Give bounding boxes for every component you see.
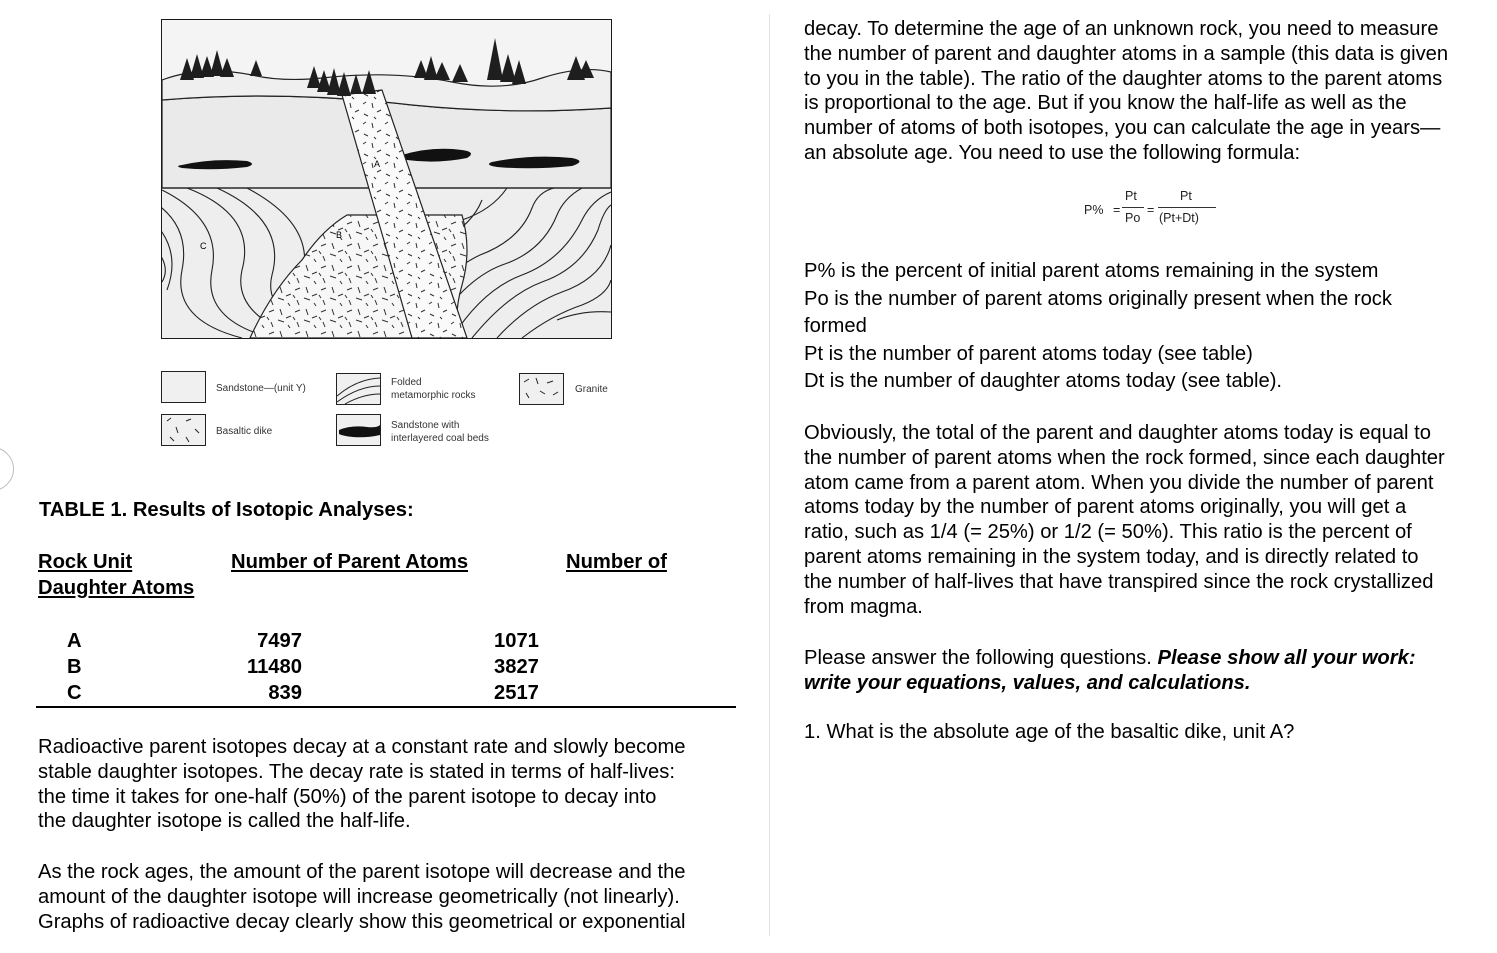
instructions-line1 <box>804 646 1494 671</box>
cell-parent: 7497 <box>257 630 302 652</box>
table-bottom-rule <box>36 706 736 708</box>
formula-f2-den: (Pt+Dt) <box>1159 211 1199 225</box>
text-line: parent atoms remaining in the system today, and is directly related to <box>804 545 1419 568</box>
legend-folded-line1: Folded <box>391 377 422 388</box>
text-line: atom came from a parent atom. When you divide the number of parent <box>804 471 1434 494</box>
cell-daughter: 3827 <box>494 656 539 678</box>
legend-basaltic-swatch <box>161 414 206 446</box>
question-1: 1. What is the absolute age of the basaltic dike, unit A? <box>804 721 1295 743</box>
cross-section-drawing <box>162 20 611 338</box>
header-rock-unit: Rock Unit <box>38 551 133 573</box>
text-line: the number of half-lives that have transpired since the rock crystallized <box>804 570 1434 593</box>
header-daughter-line1: Number of <box>566 551 667 573</box>
column-divider <box>769 14 770 936</box>
definition-po-cont: formed <box>804 315 867 337</box>
text-line: the time it takes for one-half (50%) of the parent isotope to decay into <box>38 785 657 808</box>
formula-f1-num: Pt <box>1125 189 1137 203</box>
text-line: the number of parent and daughter atoms in a sample (this data is given <box>804 42 1449 65</box>
instructions-bold-1: Please show all your work: <box>1157 647 1416 669</box>
text-line: number of atoms of both isotopes, you can calculate the age in years— <box>804 117 1441 140</box>
legend-basaltic-label: Basaltic dike <box>216 426 273 437</box>
cell-parent: 11480 <box>246 656 302 678</box>
text-line: As the rock ages, the amount of the parent isotope will decrease and the <box>38 861 686 883</box>
legend-granite-swatch <box>519 373 564 405</box>
text-line: decay. To determine the age of an unknown rock, you need to measure <box>804 18 1439 40</box>
granite-swatch-drawing <box>520 374 563 404</box>
text-line: is proportional to the age. But if you know the half-life as well as the <box>804 92 1407 115</box>
formula-lhs: P% <box>1084 203 1104 217</box>
text-line: Radioactive parent isotopes decay at a constant rate and slowly become <box>38 736 686 758</box>
legend-coal-label <box>391 420 489 445</box>
text-line: an absolute age. You need to use the following formula: <box>804 141 1301 164</box>
text-line: stable daughter isotopes. The decay rate is stated in terms of half-lives: <box>38 760 675 783</box>
label-unit-b: B <box>336 230 343 240</box>
coal-swatch-drawing <box>337 415 380 445</box>
legend-folded-label <box>391 377 475 402</box>
geologic-cross-section <box>161 19 612 339</box>
legend-coal-line1: Sandstone with <box>391 420 460 431</box>
instructions <box>804 646 1494 696</box>
text-line: the daughter isotope is called the half-life. <box>38 810 411 833</box>
folded-swatch-drawing <box>337 374 380 404</box>
cell-daughter: 1071 <box>494 630 539 652</box>
instructions-line2 <box>804 671 1494 696</box>
text-line: amount of the daughter isotope will increase geometrically (not linearly). <box>38 885 680 908</box>
legend-sandstone-label: Sandstone—(unit Y) <box>216 383 306 394</box>
definition-dt: Dt is the number of daughter atoms today (see table). <box>804 370 1283 392</box>
basaltic-swatch-drawing <box>162 415 205 445</box>
text-line: from magma. <box>804 595 923 618</box>
header-parent-atoms: Number of Parent Atoms <box>231 551 469 573</box>
definition-p-percent: P% is the percent of initial parent atoms remaining in the system <box>804 260 1379 282</box>
instructions-plain: Please answer the following questions. <box>804 647 1158 669</box>
formula-f1-bar <box>1122 207 1144 208</box>
cell-daughter: 2517 <box>494 682 539 704</box>
formula-eq-2: = <box>1147 203 1155 217</box>
formula-eq-1: = <box>1113 203 1121 217</box>
paragraph-decay-intro <box>38 735 758 834</box>
legend-folded-swatch <box>336 373 381 405</box>
instructions-bold-2: write your equations, values, and calculations. <box>804 671 1251 694</box>
label-unit-a: A <box>374 159 381 169</box>
definition-pt: Pt is the number of parent atoms today (see table) <box>804 342 1253 365</box>
formula-f1-den: Po <box>1125 211 1141 225</box>
paragraph-absolute-age <box>804 17 1494 166</box>
paragraph-ratio-explanation <box>804 421 1494 619</box>
legend-coal-swatch <box>336 414 381 446</box>
formula-f2-bar <box>1158 207 1216 208</box>
legend-granite-label: Granite <box>575 384 608 395</box>
cell-unit: C <box>67 682 82 704</box>
label-unit-c: C <box>200 241 207 251</box>
definition-po: Po is the number of parent atoms originally present when the rock <box>804 287 1392 310</box>
legend-folded-line2: metamorphic rocks <box>391 389 476 401</box>
text-line: Graphs of radioactive decay clearly show this geometrical or exponential <box>38 910 686 933</box>
text-line: ratio, such as 1/4 (= 25%) or 1/2 (= 50%). This ratio is the percent of <box>804 521 1412 544</box>
text-line: the number of parent atoms when the rock formed, since each daughter <box>804 446 1445 469</box>
cell-unit: A <box>67 630 82 652</box>
text-line: to you in the table). The ratio of the daughter atoms to the parent atoms <box>804 67 1443 90</box>
header-daughter-line2: Daughter Atoms <box>38 577 195 599</box>
formula-definitions <box>804 258 1494 396</box>
cell-parent: 839 <box>268 682 302 704</box>
legend-coal-line2: interlayered coal beds <box>391 432 489 444</box>
page-edge-arc <box>0 447 14 491</box>
legend-sandstone-swatch <box>161 371 206 403</box>
paragraph-rock-ages <box>38 860 758 934</box>
text-line: Obviously, the total of the parent and daughter atoms today is equal to <box>804 422 1431 444</box>
table-title: TABLE 1. Results of Isotopic Analyses: <box>39 499 414 521</box>
text-line: atoms today by the number of parent atoms originally, you will get a <box>804 496 1407 519</box>
formula-f2-num: Pt <box>1180 189 1192 203</box>
cell-unit: B <box>67 656 82 678</box>
